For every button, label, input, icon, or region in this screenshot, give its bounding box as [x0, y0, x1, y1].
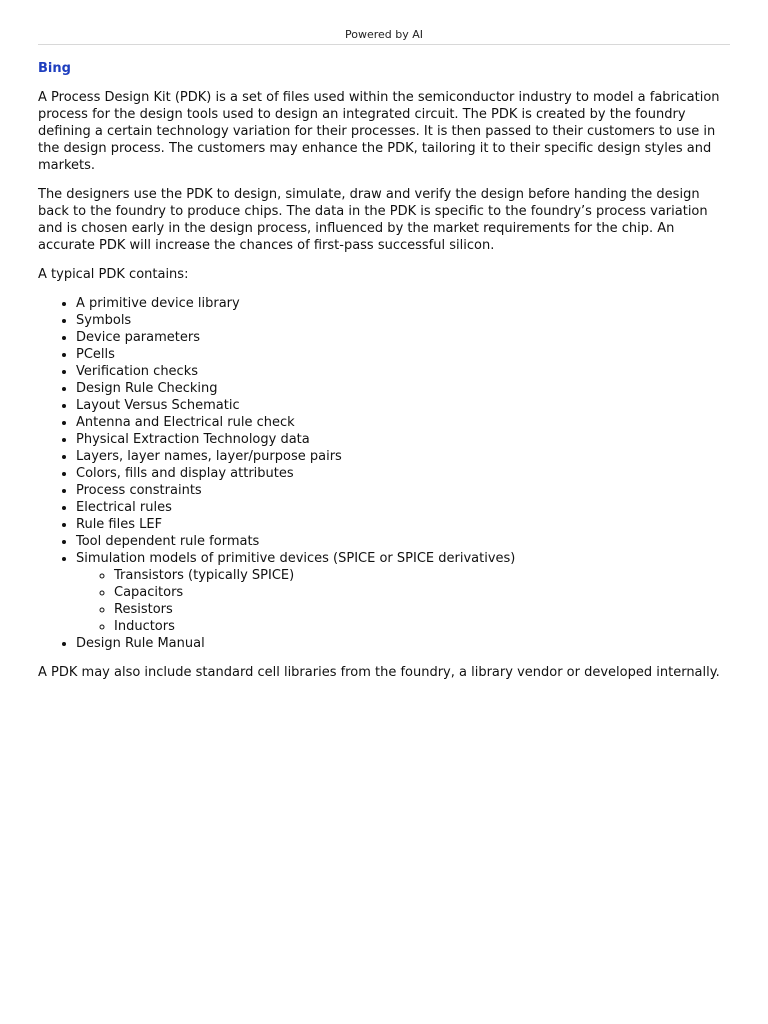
list-item: • Physical Extraction Technology data — [76, 431, 730, 448]
answer-content — [38, 60, 730, 693]
list-item: • Colors, fills and display attributes — [76, 465, 730, 482]
sub-list-item: ◦ Transistors (typically SPICE) — [114, 567, 730, 584]
list-item: • Process constraints — [76, 482, 730, 499]
sub-list-item: ◦ Resistors — [114, 601, 730, 618]
list-item: • A primitive device library — [76, 295, 730, 312]
list-item: • Electrical rules — [76, 499, 730, 516]
list-item-simulation-models — [76, 550, 730, 635]
sub-list-item: ◦ Capacitors — [114, 584, 730, 601]
designers-paragraph: The designers use the PDK to design, simulate, draw and verify the design before handing the design back to the foundry to produce chips. The data in the PDK is specific to the foundry’s process variation and is chosen early in the design process, influenced by the market requirements for the chip. An accurate PDK will increase the chances of first-pass successful silicon. — [38, 187, 708, 253]
closing-paragraph: A PDK may also include standard cell libraries from the foundry, a library vendor or developed internally. — [38, 665, 720, 680]
list-item: • Tool dependent rule formats — [76, 533, 730, 550]
list-item: • Layout Versus Schematic — [76, 397, 730, 414]
list-item: • Device parameters — [76, 329, 730, 346]
page-header: Powered by AI — [344, 28, 424, 41]
list-item: • Rule files LEF — [76, 516, 730, 533]
list-item: • Design Rule Checking — [76, 380, 730, 397]
contents-intro: A typical PDK contains: — [38, 267, 189, 282]
simulation-models-sublist — [76, 567, 730, 635]
sub-list-item: ◦ Inductors — [114, 618, 730, 635]
list-item: • Layers, layer names, layer/purpose pairs — [76, 448, 730, 465]
header-divider — [38, 44, 730, 45]
list-item: • Verification checks — [76, 363, 730, 380]
list-item: • Symbols — [76, 312, 730, 329]
list-item: • PCells — [76, 346, 730, 363]
source-label: Bing — [38, 61, 71, 76]
list-item-label: Simulation models of primitive devices (SPICE or SPICE derivatives) — [76, 551, 516, 566]
list-item: • Antenna and Electrical rule check — [76, 414, 730, 431]
pdk-contents-list — [38, 295, 730, 652]
intro-paragraph: A Process Design Kit (PDK) is a set of files used within the semiconductor industry to model a fabrication process for the design tools used to design an integrated circuit. The PDK is created by the foundry defining a certain technology variation for their processes. It is then passed to their customers to use in the design process. The customers may enhance the PDK, tailoring it to their specific design styles and markets. — [38, 90, 720, 173]
list-item: • Design Rule Manual — [76, 635, 730, 652]
